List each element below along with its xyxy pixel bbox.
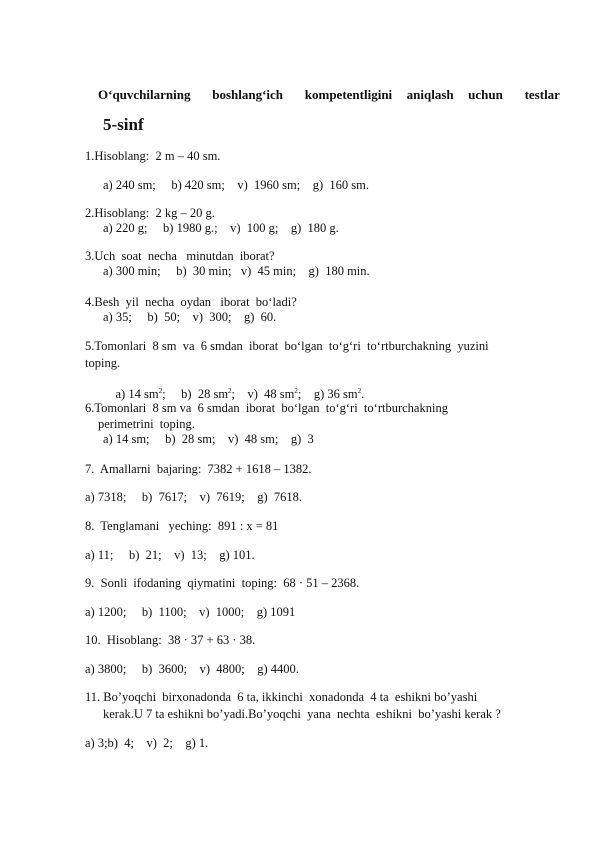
superscript: 2: [228, 387, 232, 395]
superscript: 2: [158, 387, 163, 395]
question-11-line-2: kerak.U 7 ta eshikni bo’yadi.Bo’yoqchi yana nechta eshikni bo’yashi kerak ?: [103, 707, 501, 721]
question-5-line-1: 5.Tomonlari 8 sm va 6 smdan iborat bo‘lgan to‘g‘ri to‘rtburchakning yuzini: [85, 339, 489, 353]
test-title: O‘quvchilarning boshlang‘ich kompetentligini aniqlash uchun testlar: [98, 87, 560, 102]
answers-7: a) 7318; b) 7617; v) 7619; g) 7618.: [85, 490, 302, 504]
answers-9: a) 1200; b) 1100; v) 1000; g) 1091: [85, 605, 296, 619]
question-9: 9. Sonli ifodaning qiymatini toping: 68 · 51 – 2368.: [85, 576, 360, 590]
question-4: 4.Besh yil necha oydan iborat bo‘ladi?: [85, 295, 297, 309]
answer-5b-text: ; b) 28 sm: [162, 387, 229, 401]
answers-2: a) 220 g; b) 1980 g.; v) 100 g; g) 180 g.: [103, 221, 339, 235]
question-6-line-1: 6.Tomonlari 8 sm va 6 smdan iborat bo‘lgan to‘g‘ri to‘rtburchakning: [85, 401, 448, 415]
answer-5a-text: a) 14 sm: [115, 387, 159, 401]
question-2: 2.Hisoblang: 2 kg – 20 g.: [85, 206, 215, 220]
question-6-line-2: perimetrini toping.: [98, 417, 195, 431]
answers-3: a) 300 min; b) 30 min; v) 45 min; g) 180 min.: [103, 264, 370, 278]
answer-5v-text: ; v) 48 sm: [231, 387, 295, 401]
answers-10: a) 3800; b) 3600; v) 4800; g) 4400.: [85, 662, 299, 676]
question-11-line-1: 11. Bo’yoqchi birxonadonda 6 ta, ikkinchi xonadonda 4 ta eshikni bo’yashi: [85, 690, 478, 704]
grade-heading: 5-sinf: [103, 115, 144, 134]
question-8: 8. Tenglamani yeching: 891 : x = 81: [85, 519, 279, 533]
answers-4: a) 35; b) 50; v) 300; g) 60.: [103, 310, 277, 324]
question-5-line-2: toping.: [85, 356, 121, 370]
question-10: 10. Hisoblang: 38 · 37 + 63 · 38.: [85, 633, 256, 647]
superscript: 2: [294, 387, 298, 395]
superscript: 2: [357, 387, 362, 395]
answers-8: a) 11; b) 21; v) 13; g) 101.: [85, 548, 255, 562]
question-3: 3.Uch soat necha minutdan iborat?: [85, 249, 275, 263]
answers-1: a) 240 sm; b) 420 sm; v) 1960 sm; g) 160 sm.: [103, 178, 369, 192]
answers-6: a) 14 sm; b) 28 sm; v) 48 sm; g) 3: [103, 432, 314, 446]
question-7: 7. Amallarni bajaring: 7382 + 1618 – 1382.: [85, 462, 312, 476]
answer-5-end: .: [361, 387, 365, 401]
answers-11: a) 3;b) 4; v) 2; g) 1.: [85, 736, 209, 750]
question-1: 1.Hisoblang: 2 m – 40 sm.: [85, 149, 221, 163]
answer-5g-text: ; g) 36 sm: [297, 387, 358, 401]
